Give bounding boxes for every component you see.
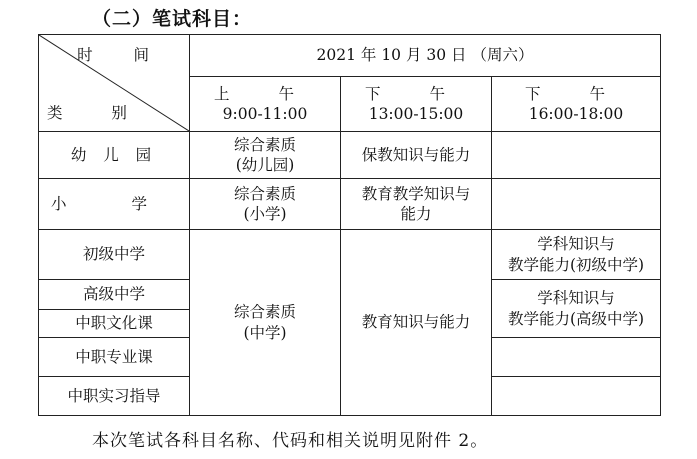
category-senior-middle: 高级中学 — [39, 280, 190, 310]
subject-cell: 学科知识与 教学能力(初级中学) — [492, 230, 661, 280]
subject-cell: 综合素质 (小学) — [190, 179, 341, 230]
subject-cell: 综合素质 (幼儿园) — [190, 132, 341, 179]
subject-cell-secondary-education: 教育知识与能力 — [341, 230, 492, 416]
exam-schedule-table — [38, 34, 661, 416]
subject-cell: 学科知识与 教学能力(高级中学) — [492, 280, 661, 338]
table-row — [39, 179, 661, 230]
empty-cell — [492, 338, 661, 377]
table-corner-header — [39, 35, 190, 132]
category-vocational-major: 中职专业课 — [39, 338, 190, 377]
slot-header-afternoon-1: 下 午 13:00-15:00 — [341, 77, 492, 132]
table-row — [39, 132, 661, 179]
category-vocational-internship: 中职实习指导 — [39, 377, 190, 416]
slot-header-morning: 上 午 9:00-11:00 — [190, 77, 341, 132]
corner-time-label: 时 间 — [77, 46, 167, 64]
category-vocational-culture: 中职文化课 — [39, 310, 190, 338]
slot-header-afternoon-2: 下 午 16:00-18:00 — [492, 77, 661, 132]
empty-cell — [492, 179, 661, 230]
footer-note: 本次笔试各科目名称、代码和相关说明见附件 2。 — [92, 431, 489, 451]
subject-cell-secondary-general: 综合素质 (中学) — [190, 230, 341, 416]
category-kindergarten: 幼 儿 园 — [39, 132, 190, 179]
subject-cell: 保教知识与能力 — [341, 132, 492, 179]
empty-cell — [492, 377, 661, 416]
category-primary: 小 学 — [39, 179, 190, 230]
subject-cell: 教育教学知识与 能力 — [341, 179, 492, 230]
corner-category-label: 类 别 — [47, 103, 149, 122]
empty-cell — [492, 132, 661, 179]
table-row — [39, 230, 661, 280]
section-heading: （二）笔试科目： — [92, 8, 253, 30]
category-junior-middle: 初级中学 — [39, 230, 190, 280]
exam-date-header: 2021 年 10 月 30 日 （周六） — [190, 35, 661, 77]
